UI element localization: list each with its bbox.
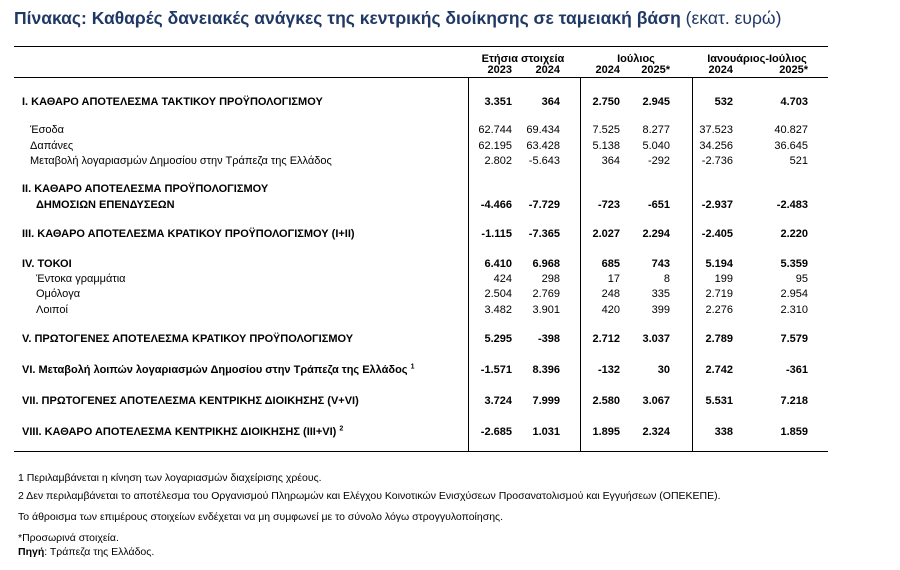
table-cell: 36.645 xyxy=(774,140,808,152)
table-cell: 298 xyxy=(541,273,560,285)
table-cell: 2.276 xyxy=(705,304,733,316)
table-cell: 399 xyxy=(651,304,670,316)
table-cell: -1.115 xyxy=(481,228,512,240)
table-cell: 2.294 xyxy=(642,228,670,240)
table-cell: 338 xyxy=(714,426,733,438)
column-year-header: 2025* xyxy=(779,64,808,76)
title-unit: (εκατ. ευρώ) xyxy=(685,8,782,28)
table-cell: 8 xyxy=(663,273,670,285)
table-cell: 2.220 xyxy=(780,228,808,240)
column-year-header: 2024 xyxy=(595,64,620,76)
table-cell: 3.037 xyxy=(642,333,670,345)
table-cell: 8.277 xyxy=(642,124,670,136)
table-cell: 8.396 xyxy=(532,364,560,376)
table-cell: 62.195 xyxy=(478,140,512,152)
footnote-2: 2 Δεν περιλαμβάνεται το αποτέλεσμα του Οργανισμού Πληρωμών και Ελέγχου Κοινοτικών Ενισχύσεων Προσανατολισμού και Εγγυήσεων (ΟΠΕΚΕΠΕ). xyxy=(18,490,721,502)
page-title xyxy=(14,8,894,29)
table-cell: 335 xyxy=(651,288,670,300)
column-group-header: Ιούλιος xyxy=(617,53,655,65)
table-cell: 37.523 xyxy=(699,124,733,136)
column-year-header: 2023 xyxy=(487,64,512,76)
table-cell: 2.027 xyxy=(592,228,620,240)
table-cell: 2.802 xyxy=(484,155,512,167)
table-cell: 2.504 xyxy=(484,288,512,300)
table-cell: 2.750 xyxy=(592,96,620,108)
table-cell: 6.410 xyxy=(484,258,512,270)
table-cell: 3.351 xyxy=(484,96,512,108)
table-cell: 30 xyxy=(657,364,670,376)
table-cell: -2.685 xyxy=(480,426,512,438)
table-cell: 1.031 xyxy=(532,426,560,438)
table-cell: 2.742 xyxy=(705,364,733,376)
row-label: Έντοκα γραμμάτια xyxy=(36,273,126,285)
source-text: : Τράπεζα της Ελλάδος. xyxy=(44,546,155,558)
table-cell: 3.067 xyxy=(642,395,670,407)
table-cell: 1.859 xyxy=(780,426,808,438)
title-main: Πίνακας: Καθαρές δανειακές ανάγκες της κεντρικής διοίκησης σε ταμειακή βάση xyxy=(14,8,681,28)
table-cell: -398 xyxy=(537,333,560,345)
table-cell: 2.310 xyxy=(780,304,808,316)
table-cell: -292 xyxy=(647,155,670,167)
table-cell: -132 xyxy=(597,364,620,376)
row-label: Έσοδα xyxy=(30,124,65,136)
table-cell: 95 xyxy=(795,273,808,285)
column-year-header: 2024 xyxy=(535,64,560,76)
table-cell: 521 xyxy=(789,155,808,167)
table-cell: 685 xyxy=(601,258,620,270)
source-note xyxy=(18,546,154,558)
row-label: Λοιποί xyxy=(36,304,68,316)
table-cell: 2.769 xyxy=(532,288,560,300)
row-label: Δαπάνες xyxy=(30,140,74,152)
table-cell: -1.571 xyxy=(480,364,512,376)
table-cell: 420 xyxy=(601,304,620,316)
table-cell: 199 xyxy=(714,273,733,285)
table-cell: 40.827 xyxy=(774,124,808,136)
table-cell: 2.712 xyxy=(592,333,620,345)
table-cell: -4.466 xyxy=(480,199,512,211)
table-cell: -2.937 xyxy=(701,199,733,211)
table-cell: 3.724 xyxy=(484,395,512,407)
table-cell: 63.428 xyxy=(526,140,560,152)
row-label: V. ΠΡΩΤΟΓΕΝΕΣ ΑΠΟΤΕΛΕΣΜΑ ΚΡΑΤΙΚΟΥ ΠΡΟΫΠΟΛΟΓΙΣΜΟΥ xyxy=(22,333,354,345)
table-cell: -7.729 xyxy=(528,199,560,211)
table-cell: 3.482 xyxy=(484,304,512,316)
source-label: Πηγή xyxy=(18,546,45,558)
table-cell: 364 xyxy=(541,96,560,108)
table-cell: 5.138 xyxy=(592,140,620,152)
table-cell: 248 xyxy=(601,288,620,300)
row-label: I. ΚΑΘΑΡΟ ΑΠΟΤΕΛΕΣΜΑ ΤΑΚΤΙΚΟΥ ΠΡΟΫΠΟΛΟΓΙΣΜΟΥ xyxy=(22,96,323,108)
table-cell: 2.954 xyxy=(780,288,808,300)
footnote-marker: 2 xyxy=(339,425,344,433)
column-year-header: 2025* xyxy=(641,64,670,76)
table-cell: 2.719 xyxy=(705,288,733,300)
table-cell: -361 xyxy=(785,364,808,376)
table-cell: 69.434 xyxy=(526,124,560,136)
table-cell: 532 xyxy=(714,96,733,108)
table-cell: 5.531 xyxy=(705,395,733,407)
table-cell: -723 xyxy=(597,199,620,211)
table-cell: -7.365 xyxy=(528,228,560,240)
row-label: II. ΚΑΘΑΡΟ ΑΠΟΤΕΛΕΣΜΑ ΠΡΟΫΠΟΛΟΓΙΣΜΟΥ xyxy=(22,183,269,195)
row-label: IV. ΤΟΚΟΙ xyxy=(22,258,72,270)
table-cell: -2.405 xyxy=(701,228,733,240)
table-cell: 7.525 xyxy=(592,124,620,136)
row-label: VIII. ΚΑΘΑΡΟ ΑΠΟΤΕΛΕΣΜΑ ΚΕΝΤΡΙΚΗΣ ΔΙΟΙΚΗΣΗΣ (III+VI) $^2$ xyxy=(22,425,344,438)
table-cell: -2.483 xyxy=(776,199,808,211)
table-cell: 424 xyxy=(493,273,512,285)
footnote-1: 1 Περιλαμβάνεται η κίνηση των λογαριασμών διαχείρισης χρέους. xyxy=(18,472,322,484)
row-label: III. ΚΑΘΑΡΟ ΑΠΟΤΕΛΕΣΜΑ ΚΡΑΤΙΚΟΥ ΠΡΟΫΠΟΛΟΓΙΣΜΟΥ (I+II) xyxy=(22,228,355,240)
table-header-border xyxy=(14,77,828,78)
row-label: Μεταβολή λογαριασμών Δημοσίου στην Τράπεζα της Ελλάδος xyxy=(30,155,332,167)
table-cell: 17 xyxy=(607,273,620,285)
table-cell: 7.579 xyxy=(780,333,808,345)
table-cell: 2.945 xyxy=(642,96,670,108)
rounding-note: Το άθροισμα των επιμέρους στοιχείων ενδέχεται να μη συμφωνεί με το σύνολο λόγω στρογγυλοποίησης. xyxy=(18,511,504,523)
table-cell: 743 xyxy=(651,258,670,270)
table-top-border xyxy=(14,46,828,47)
column-group-header: Ιανουάριος-Ιούλιος xyxy=(707,53,807,65)
table-cell: 5.194 xyxy=(705,258,733,270)
row-label: Ομόλογα xyxy=(36,288,81,300)
table-cell: -651 xyxy=(647,199,670,211)
table-cell: 34.256 xyxy=(699,140,733,152)
table-cell: 364 xyxy=(601,155,620,167)
table-cell: 62.744 xyxy=(478,124,512,136)
table-cell: 5.359 xyxy=(780,258,808,270)
column-year-header: 2024 xyxy=(708,64,733,76)
table-cell: 2.580 xyxy=(592,395,620,407)
table-cell: 3.901 xyxy=(532,304,560,316)
table-cell: 4.703 xyxy=(780,96,808,108)
table-cell: 7.999 xyxy=(532,395,560,407)
provisional-note: *Προσωρινά στοιχεία. xyxy=(18,532,119,544)
footnote-marker: 1 xyxy=(410,363,415,371)
table-bottom-border xyxy=(14,451,828,452)
table-cell: 6.968 xyxy=(532,258,560,270)
column-group-header: Ετήσια στοιχεία xyxy=(481,53,565,65)
table-cell: 5.295 xyxy=(484,333,512,345)
row-label: VII. ΠΡΩΤΟΓΕΝΕΣ ΑΠΟΤΕΛΕΣΜΑ ΚΕΝΤΡΙΚΗΣ ΔΙΟΙΚΗΣΗΣ (V+VI) xyxy=(22,395,359,407)
table-cell: 1.895 xyxy=(592,426,620,438)
table-cell: 2.789 xyxy=(705,333,733,345)
table-cell: 2.324 xyxy=(642,426,670,438)
row-label-continuation: ΔΗΜΟΣΙΩΝ ΕΠΕΝΔΥΣΕΩΝ xyxy=(36,199,175,211)
table-cell: 7.218 xyxy=(780,395,808,407)
table-cell: -2.736 xyxy=(701,155,733,167)
row-label: VI. Μεταβολή λοιπών λογαριασμών Δημοσίου στην Τράπεζα της Ελλάδος $^1$ xyxy=(22,363,415,376)
table-cell: 5.040 xyxy=(642,140,670,152)
table-cell: -5.643 xyxy=(528,155,560,167)
